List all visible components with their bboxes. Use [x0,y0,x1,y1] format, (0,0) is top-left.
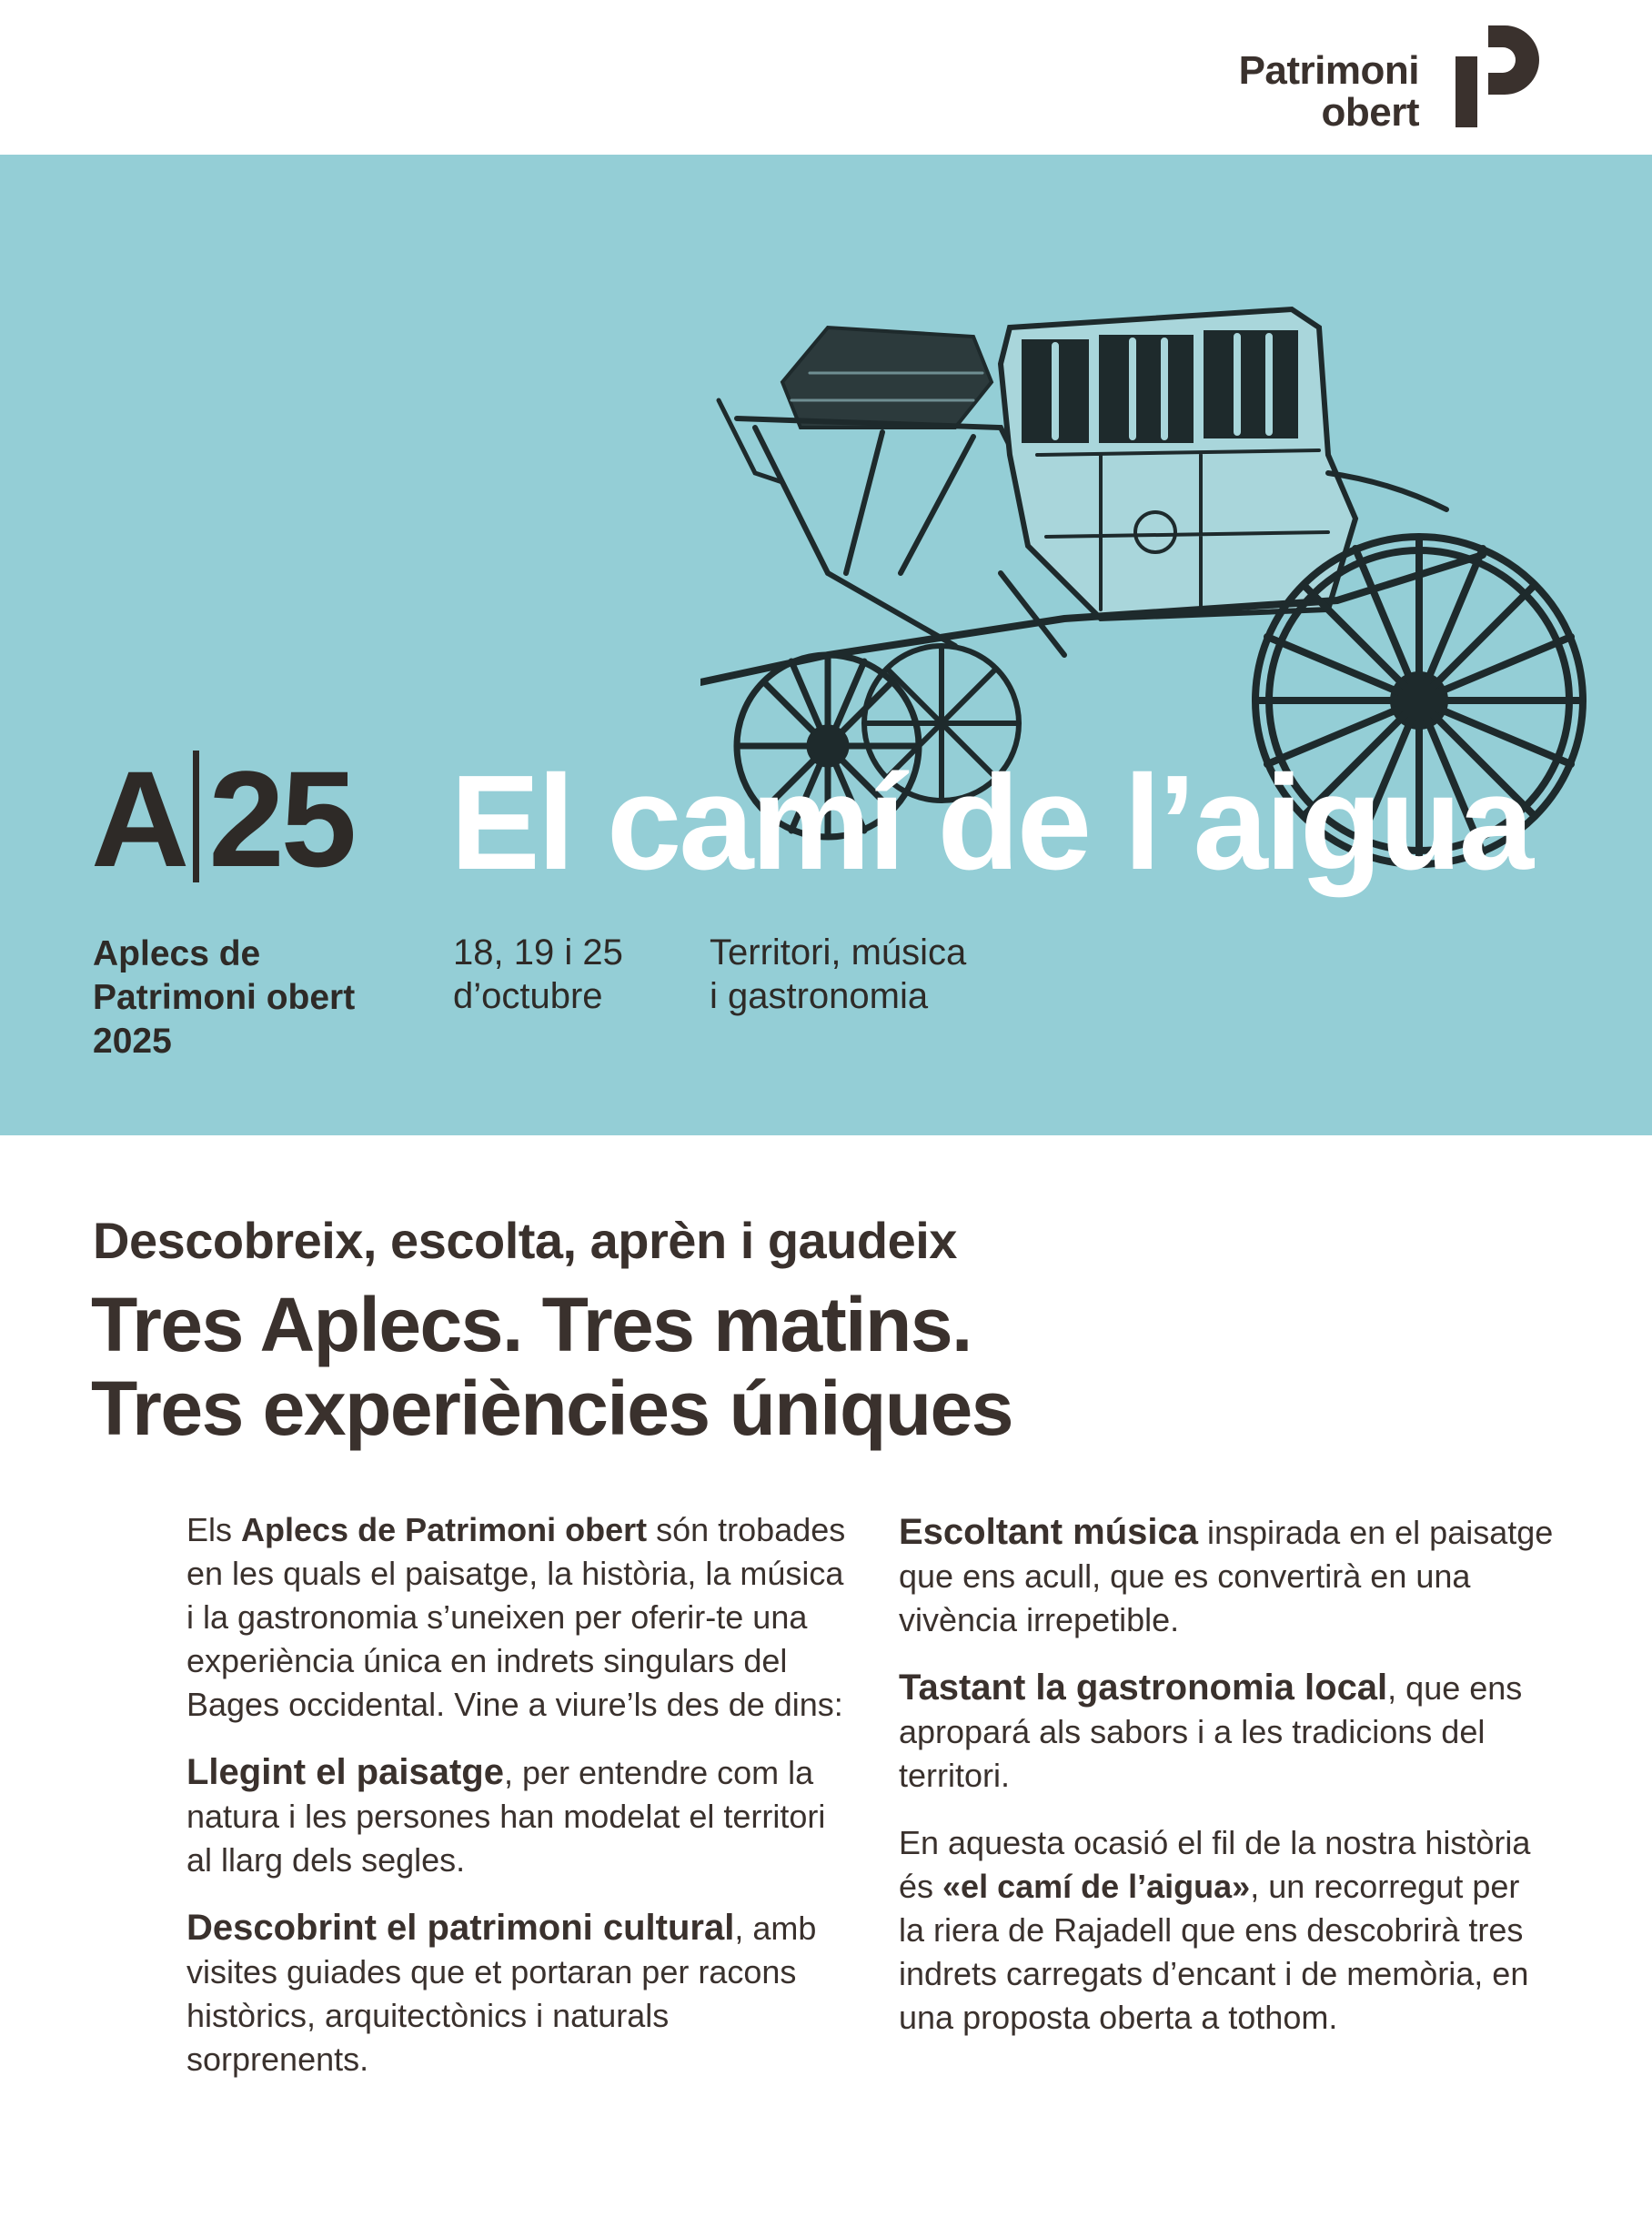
theme-text: , un recorregut per la riera de Rajadell que ens descobrirà tres indrets carregats d’encant i de memòria, en una proposta oberta a tothom. [899,1868,1529,2036]
aplecs-code [91,742,354,895]
aplecs-name-line-1: Aplecs de [93,934,261,973]
music-paragraph [899,1510,1554,1642]
aplecs-code-number: 25 [208,742,354,895]
landscape-paragraph [186,1750,860,1882]
event-tagline-line-2: i gastronomia [710,976,929,1016]
aplecs-code-letter: A [91,742,186,895]
event-tagline [710,931,1037,1018]
logo-line-1: Patrimoni [1238,48,1419,93]
logo-line-2: obert [1321,90,1419,135]
gastronomy-lead: Tastant la gastronomia local [899,1668,1388,1708]
music-lead: Escoltant música [899,1512,1199,1552]
gastronomy-paragraph [899,1666,1554,1798]
right-column [899,1510,1554,2040]
intro-headline-line-2: Tres experiències úniques [91,1365,1012,1451]
theme-prefix: En aquesta ocasió el fil de la nostra història és [899,1824,1531,1905]
event-tagline-line-1: Territori, música [710,932,967,972]
intro-headline-line-1: Tres Aplecs. Tres matins. [91,1282,972,1367]
heritage-text: , amb visites guiades que et portaran per racons històrics, arquitectònics i naturals sorprenents. [186,1910,817,2078]
intro-paragraph-prefix: Els [186,1511,242,1548]
intro-paragraph-text: són trobades en les quals el paisatge, la història, la música i la gastronomia s’uneixen per oferir-te una experiència única en indrets singulars del Bages occidental. Vine a viure’ls des de dins: [186,1511,846,1723]
theme-paragraph [899,1821,1554,2040]
gastronomy-text: , que ens apropará als sabors i a les tradicions del territori. [899,1669,1523,1794]
aplecs-name-line-2: Patrimoni obert [93,978,356,1017]
event-dates-line-2: d’octubre [453,976,603,1016]
landscape-text: , per entendre com la natura i les persones han modelat el territori al llarg dels segles. [186,1754,826,1879]
left-column [186,1508,860,2081]
intro-paragraph [186,1508,860,1727]
aplecs-code-divider [193,751,199,882]
hero-title: El camí de l’aigua [450,748,1532,898]
landscape-lead: Llegint el paisatge [186,1752,504,1792]
logo-mark-icon [1456,25,1556,127]
aplecs-name-line-3: 2025 [93,1022,172,1061]
hero-banner [0,155,1652,1135]
intro-paragraph-bold: Aplecs de Patrimoni obert [241,1511,648,1548]
heritage-paragraph [186,1906,860,2081]
logo-wordmark [1239,50,1419,134]
event-dates-line-1: 18, 19 i 25 [453,932,623,972]
intro-kicker: Descobreix, escolta, aprèn i gaudeix [93,1212,957,1269]
aplecs-name [93,932,438,1063]
event-dates [453,931,690,1018]
intro-headline [91,1283,1365,1450]
heritage-lead: Descobrint el patrimoni cultural [186,1908,735,1948]
music-text: inspirada en el paisatge que ens acull, que es convertirà en una vivència irrepetible. [899,1514,1554,1638]
theme-bold: «el camí de l’aigua» [942,1868,1251,1905]
patrimoni-obert-logo [1210,25,1574,135]
